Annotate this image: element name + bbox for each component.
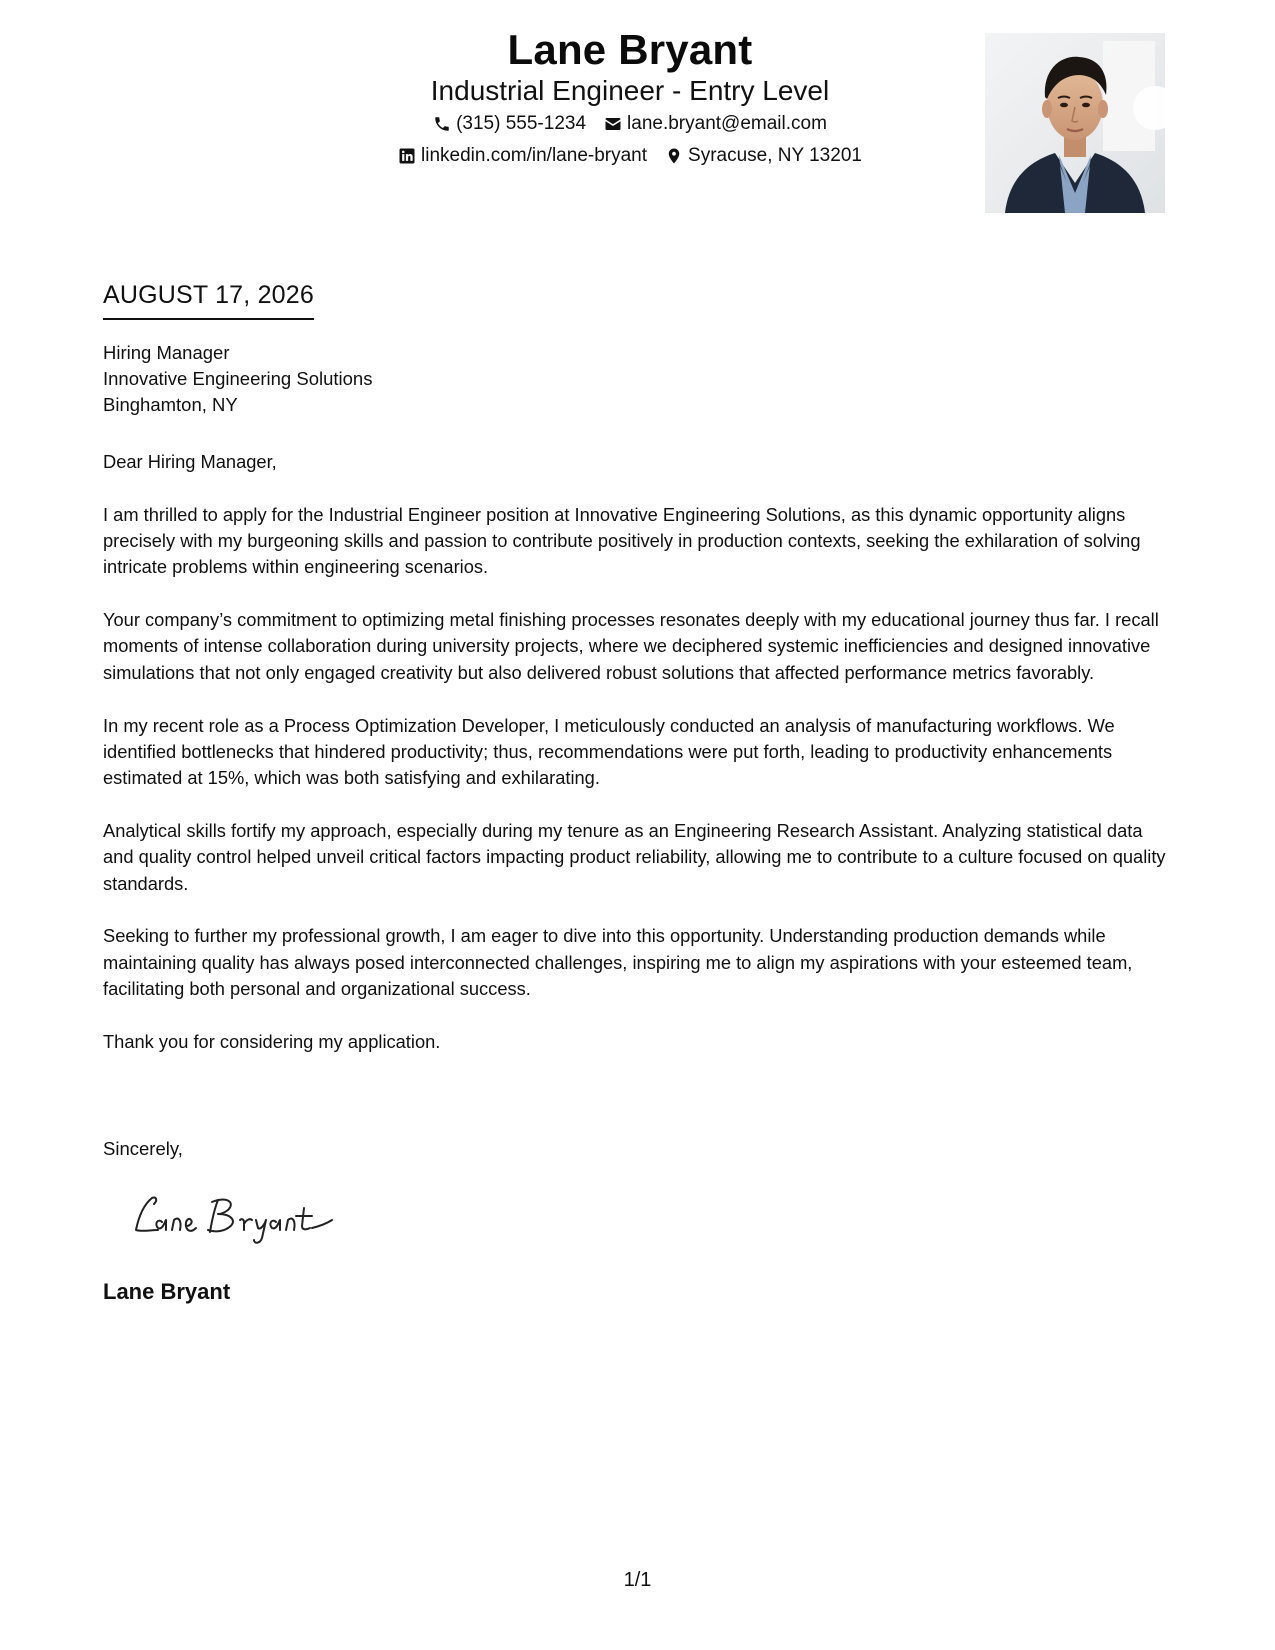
letter-body bbox=[103, 449, 1173, 1082]
linkedin-text[interactable]: linkedin.com/in/lane-bryant bbox=[421, 145, 648, 166]
phone-text: (315) 555-1234 bbox=[456, 113, 587, 134]
recipient-company: Innovative Engineering Solutions bbox=[103, 368, 373, 389]
signer-name: Lane Bryant bbox=[103, 1279, 231, 1304]
phone-contact bbox=[433, 112, 586, 136]
location-text: Syracuse, NY 13201 bbox=[688, 145, 862, 166]
paragraph-1: I am thrilled to apply for the Industrial Engineer position at Innovative Engineering Solutions, as this dynamic opportunity aligns precisely with my burgeoning skills and passion to contribute positively in production contexts, seeking the exhilaration of solving intricate problems within engineering scenarios. bbox=[103, 503, 1141, 578]
phone-icon bbox=[433, 115, 451, 133]
paragraph-5: Seeking to further my professional growth, I am eager to dive into this opportunity. Understanding production demands while maintaining quality has always posed interconnected challenges, inspiring me to align my aspirations with your esteemed team, facilitating both personal and organizational success. bbox=[103, 925, 1133, 999]
page-number: 1/1 bbox=[623, 1569, 652, 1591]
recipient-location: Binghamton, NY bbox=[103, 394, 238, 415]
linkedin-icon bbox=[398, 147, 416, 165]
recipient-title: Hiring Manager bbox=[103, 342, 230, 363]
map-pin-icon bbox=[665, 147, 683, 165]
candidate-name: Lane Bryant bbox=[507, 26, 753, 73]
letter-date: AUGUST 17, 2026 bbox=[103, 280, 314, 320]
signature-image bbox=[128, 1186, 338, 1246]
email-contact[interactable] bbox=[604, 112, 827, 136]
email-text[interactable]: lane.bryant@email.com bbox=[627, 113, 827, 134]
envelope-icon bbox=[604, 115, 622, 133]
linkedin-contact[interactable] bbox=[398, 144, 647, 168]
job-title: Industrial Engineer - Entry Level bbox=[430, 75, 830, 106]
paragraph-4: Analytical skills fortify my approach, especially during my tenure as an Engineering Research Assistant. Analyzing statistical data and quality control helped unveil critical factors impacting product reliability, allowing me to contribute to a culture focused on quality standards. bbox=[103, 819, 1166, 894]
salutation: Dear Hiring Manager, bbox=[103, 451, 277, 472]
closing: Sincerely, bbox=[103, 1138, 183, 1159]
paragraph-2: Your company’s commitment to optimizing metal finishing processes resonates deeply with my educational journey thus far. I recall moments of intense collaboration during university projects, where we deciphered systemic inefficiencies and designed innovative simulations that not only engaged creativity but also delivered robust solutions that affected performance metrics favorably. bbox=[103, 609, 1159, 683]
paragraph-3: In my recent role as a Process Optimization Developer, I meticulously conducted an analysis of manufacturing workflows. We identified bottlenecks that hindered productivity; thus, recommendations were put forth, leading to productivity enhancements estimated at 15%, which was both satisfying and exhilarating. bbox=[103, 714, 1115, 789]
profile-photo bbox=[985, 33, 1165, 213]
paragraph-6: Thank you for considering my application. bbox=[103, 1030, 441, 1052]
recipient-block bbox=[103, 340, 372, 418]
location-contact bbox=[665, 144, 862, 168]
